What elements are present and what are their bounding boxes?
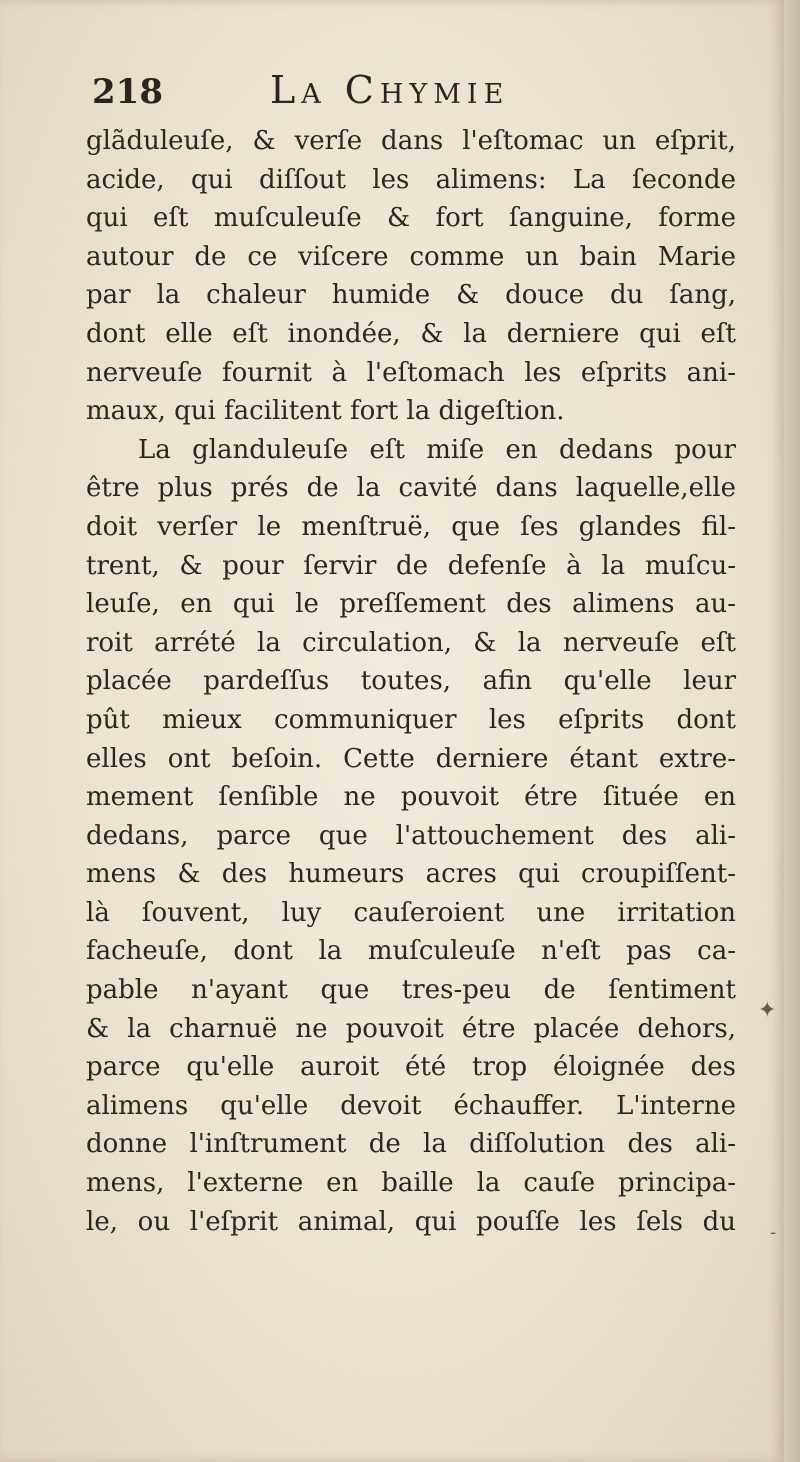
running-title: La Chymie (270, 68, 510, 112)
text-line: glãduleuſe, & verſe dans l'eſtomac un eſprit, (86, 126, 736, 156)
text-line: & la charnuë ne pouvoit étre placée dehors, (86, 1013, 736, 1044)
text-line: alimens qu'elle devoit échauffer. L'interne (86, 1090, 736, 1121)
text-line: La glanduleuſe eſt miſe en dedans pour (138, 434, 736, 465)
text-line: pût mieux communiquer les eſprits dont (86, 704, 736, 735)
text-line: placée pardeſſus toutes, afin qu'elle leur (86, 666, 736, 697)
body-text (86, 122, 736, 1241)
text-line: acide, qui diſſout les alimens: La ſeconde (86, 164, 736, 195)
text-line: leuſe, en qui le preſſement des alimens au- (86, 589, 736, 620)
text-line: dedans, parce que l'attouchement des ali- (86, 820, 736, 851)
text-line: être plus prés de la cavité dans laquelle,elle (86, 473, 736, 504)
margin-mark: ✦ (758, 998, 777, 1023)
page-number: 218 (92, 72, 163, 112)
text-line: elles ont beſoin. Cette derniere étant extre- (86, 743, 736, 774)
text-line: trent, & pour ſervir de defenſe à la muſcu- (86, 550, 736, 581)
text-line: donne l'inſtrument de la diſſolution des ali- (86, 1129, 736, 1160)
text-line: facheuſe, dont la muſculeuſe n'eſt pas ca- (86, 936, 736, 967)
text-line: le, ou l'eſprit animal, qui pouſſe les ſels du (86, 1206, 736, 1237)
text-line: roit arrété la circulation, & la nerveuſe eſt (86, 627, 736, 658)
page-header (92, 68, 752, 118)
text-line: maux, qui facilitent fort la digeſtion. (86, 396, 565, 427)
text-line: nerveuſe fournit à l'eſtomach les eſprits ani- (86, 357, 736, 388)
text-line: mens & des humeurs acres qui croupiſſent- (86, 859, 736, 890)
text-line: pable n'ayant que tres-peu de ſentiment (86, 975, 736, 1006)
text-line: autour de ce viſcere comme un bain Marie (86, 241, 736, 272)
text-line: là ſouvent, luy cauſeroient une irritation (86, 897, 736, 928)
page-edge (784, 0, 800, 1462)
text-line: dont elle eſt inondée, & la derniere qui eſt (86, 318, 736, 349)
text-line: qui eſt muſculeuſe & fort ſanguine, forme (86, 203, 736, 234)
margin-mark: - (770, 1222, 777, 1243)
text-line: mens, l'externe en baille la cauſe principa- (86, 1168, 736, 1199)
text-line: doit verſer le menſtruë, que ſes glandes fil- (86, 511, 736, 542)
text-line: par la chaleur humide & douce du ſang, (86, 280, 736, 311)
text-line: mement ſenſible ne pouvoit étre ſituée en (86, 782, 736, 813)
text-line: parce qu'elle auroit été trop éloignée des (86, 1052, 736, 1083)
